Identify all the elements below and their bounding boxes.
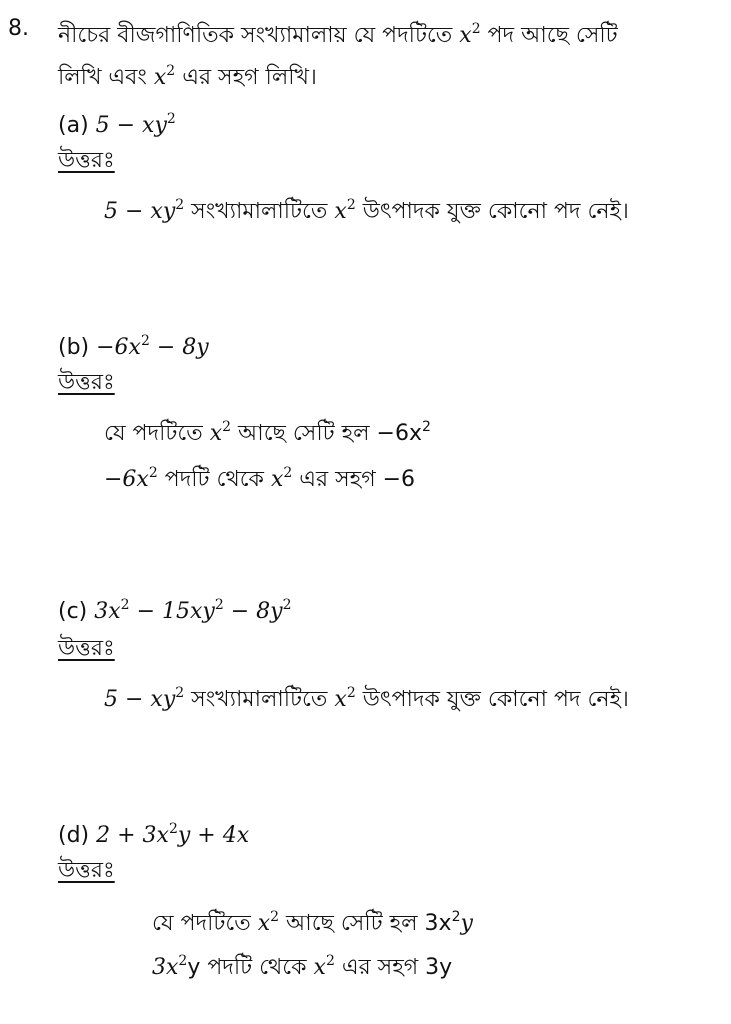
part-b-answer-line2: $-6x^2$ পদটি থেকে $x^2$ এর সহগ −6 (104, 465, 416, 492)
part-c-heading (58, 590, 292, 627)
x-squared: $x^2$ (153, 63, 176, 90)
part-b-label: (b) (58, 335, 97, 360)
part-c-answer-label: উত্তরঃ (58, 636, 115, 661)
part-b-expression: $-6x^2 - 8y$ (96, 333, 209, 360)
part-d-heading (58, 814, 249, 851)
x-squared: $x^2$ (459, 21, 481, 48)
part-d-answer-line2: $3x^2y$ পদটি থেকে $x^2$ এর সহগ 3y (152, 953, 453, 980)
part-a-answer-line1: $5 - xy^2$ সংখ্যামালাটিতে $x^2$ উৎপাদক যুক্ত কোনো পদ নেই। (104, 197, 629, 224)
part-a-label: (a) (58, 113, 96, 138)
part-d-answer-label: উত্তরঃ (58, 858, 115, 883)
part-a-expression: $5 - xy^2$ (95, 111, 176, 138)
part-d-answer-line1: যে পদটিতে $x^2$ আছে সেটি হল $3x^2y$ (152, 909, 473, 936)
part-a-answer-label: উত্তরঃ (58, 148, 115, 173)
part-b-answer-label: উত্তরঃ (58, 370, 115, 395)
part-c-expression: $3x^2 - 15xy^2 - 8y^2$ (94, 597, 292, 624)
part-d-expression: $2 + 3x^2y + 4x$ (96, 821, 250, 848)
question-text-line2: লিখি এবং $x^2$ এর সহগ লিখি। (58, 63, 317, 90)
question-text-line1: নীচের বীজগাণিতিক সংখ্যামালায় যে পদটিতে $x^2$ পদ আছে সেটি (58, 21, 618, 48)
part-c-answer-line1: $5 - xy^2$ সংখ্যামালাটিতে $x^2$ উৎপাদক যুক্ত কোনো পদ নেই। (104, 685, 629, 712)
question-number: 8. (8, 16, 29, 41)
part-a-heading (58, 104, 176, 141)
part-d-label: (d) (58, 823, 97, 848)
part-b-answer-line1: যে পদটিতে $x^2$ আছে সেটি হল $-6x^2$ (104, 419, 431, 446)
part-b-heading (58, 326, 209, 363)
part-c-label: (c) (58, 599, 95, 624)
